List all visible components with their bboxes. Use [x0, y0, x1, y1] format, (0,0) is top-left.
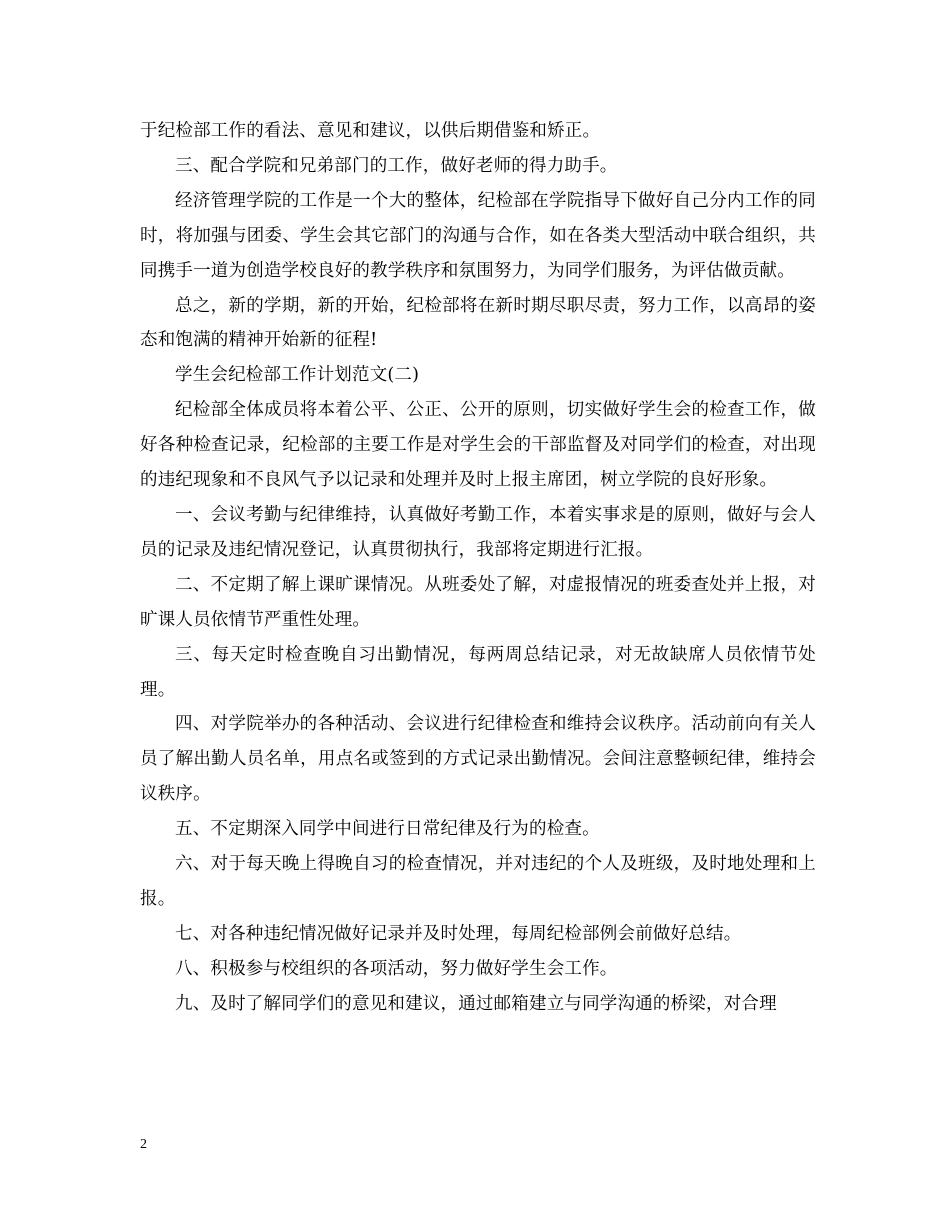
paragraph-item-three-cooperation: 三、配合学院和兄弟部门的工作，做好老师的得力助手。: [175, 155, 618, 176]
section-heading: 学生会纪检部工作计划范文(二): [175, 365, 420, 386]
paragraph-item-three: 三、每天定时检查晚自习出勤情况，每两周总结记录，对无故缺席人员依情节处理。: [140, 644, 816, 700]
paragraph-item-eight: 八、积极参与校组织的各项活动，努力做好学生会工作。: [175, 958, 618, 979]
page-number: 2: [140, 1137, 147, 1152]
paragraph-overall-work: 经济管理学院的工作是一个大的整体，纪检部在学院指导下做好自己分内工作的同时，将加强与团委、学生会其它部门的沟通与合作，如在各类大型活动中联合组织，共同携手一道为创造学校良好的教学秩序和氛围努力，为同学们服务，为评估做贡献。: [140, 190, 816, 281]
paragraph-item-six: 六、对于每天晚上得晚自习的检查情况，并对违纪的个人及班级，及时地处理和上报。: [140, 854, 816, 909]
paragraph-item-nine: 九、及时了解同学们的意见和建议，通过邮箱建立与同学沟通的桥梁，对合理: [175, 993, 777, 1014]
paragraph-item-seven: 七、对各种违纪情况做好记录并及时处理，每周纪检部例会前做好总结。: [175, 923, 742, 944]
paragraph-continuation: 于纪检部工作的看法、意见和建议，以供后期借鉴和矫正。: [140, 121, 601, 141]
paragraph-item-five: 五、不定期深入同学中间进行日常纪律及行为的检查。: [175, 819, 600, 840]
paragraph-item-four: 四、对学院举办的各种活动、会议进行纪律检查和维持会议秩序。活动前向有关人员了解出勤人员名单，用点名或签到的方式记录出勤情况。会间注意整顿纪律，维持会议秩序。: [140, 714, 816, 805]
paragraph-intro: 纪检部全体成员将本着公平、公正、公开的原则，切实做好学生会的检查工作，做好各种检查记录，纪检部的主要工作是对学生会的干部监督及对同学们的检查，对出现的违纪现象和不良风气予以记录和处理并及时上报主席团，树立学院的良好形象。: [140, 400, 816, 491]
document-body: [140, 114, 816, 1022]
paragraph-item-two: 二、不定期了解上课旷课情况。从班委处了解，对虚报情况的班委查处并上报，对旷课人员依情节严重性处理。: [140, 574, 816, 630]
paragraph-conclusion: 总之，新的学期，新的开始，纪检部将在新时期尽职尽责，努力工作，以高昂的姿态和饱满的精神开始新的征程!: [140, 295, 816, 351]
paragraph-item-one: 一、会议考勤与纪律维持，认真做好考勤工作，本着实事求是的原则，做好与会人员的记录及违纪情况登记，认真贯彻执行，我部将定期进行汇报。: [140, 504, 816, 560]
